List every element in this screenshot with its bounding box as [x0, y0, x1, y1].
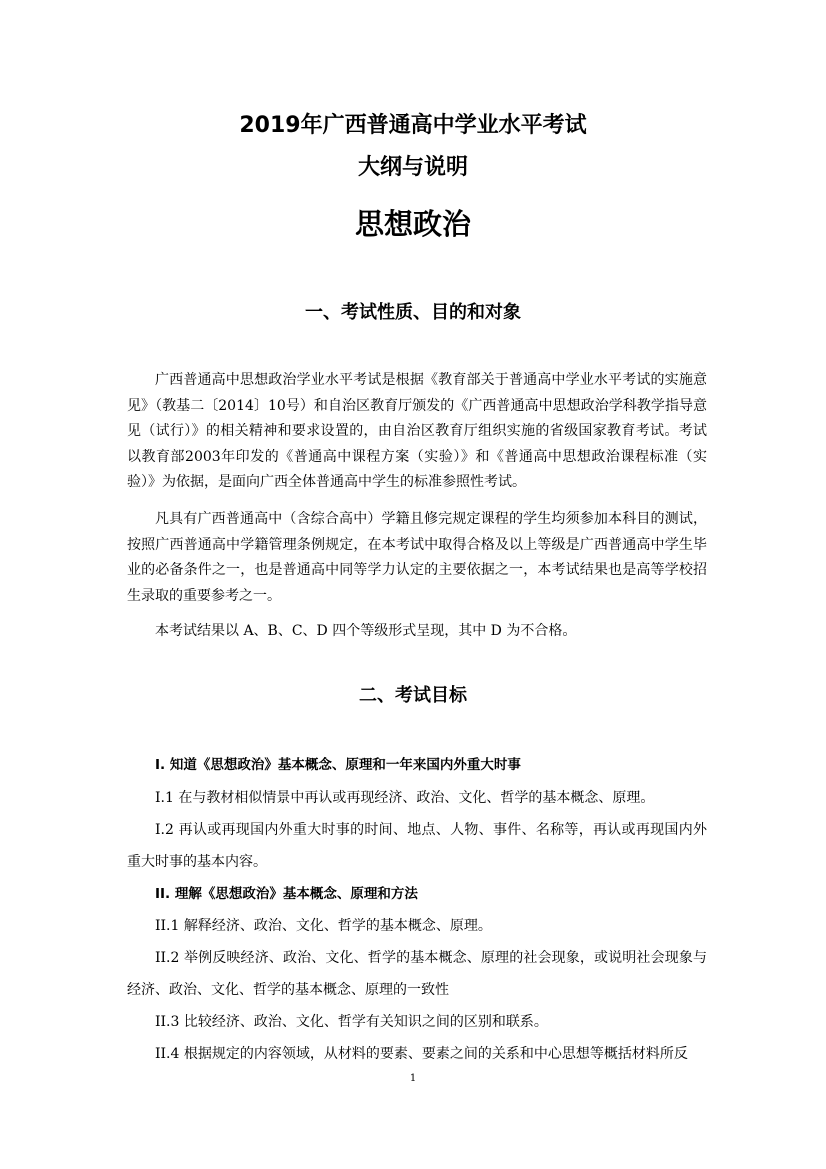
goal-heading-know: I. 知道《思想政治》基本概念、原理和一年来国内外重大时事: [155, 757, 521, 773]
goal-item: II.4 根据规定的内容领域，从材料的要素、要素之间的关系和中心思想等概括材料所反: [155, 1046, 688, 1062]
goal-item: I.2 再认或再现国内外重大时事的时间、地点、人物、事件、名称等，再认或再现国内外重大时事的基本内容。: [127, 822, 707, 870]
paragraph: 本考试结果以 A、B、C、D 四个等级形式呈现，其中 D 为不合格。: [155, 623, 577, 639]
page-number: 1: [409, 1073, 417, 1084]
paragraph: 广西普通高中思想政治学业水平考试是根据《教育部关于普通高中学业水平考试的实施意见》（教基二〔2014〕10号）和自治区教育厅颁发的《广西普通高中思想政治学科教学指导意见（试行）》的相关精神和要求设置的，由自治区教育厅组织实施的省级国家教育考试。考试以教育部2003年印发的《普通高中课程方案（实验）》和《普通高中思想政治课程标准（实验）》为依据，是面向广西全体普通高中学生的标准参照性考试。: [127, 372, 707, 490]
subject-title: 思想政治: [354, 207, 471, 241]
goal-item: II.1 解释经济、政治、文化、哲学的基本概念、原理。: [155, 918, 492, 934]
goal-item: II.3 比较经济、政治、文化、哲学有关知识之间的区别和联系。: [155, 1014, 548, 1030]
goal-item: I.1 在与教材相似情景中再认或再现经济、政治、文化、哲学的基本概念、原理。: [155, 790, 655, 806]
section-heading-nature: 一、考试性质、目的和对象: [305, 302, 521, 323]
section-heading-goals: 二、考试目标: [359, 685, 467, 706]
paragraph: 凡具有广西普通高中（含综合高中）学籍且修完规定课程的学生均须参加本科目的测试，按照广西普通高中学籍管理条例规定，在本考试中取得合格及以上等级是广西普通高中学生毕业的必备条件之一，也是普通高中同等学力认定的主要依据之一，本考试结果也是高等学校招生录取的重要参考之一。: [127, 511, 707, 604]
document-title: 2019年广西普通高中学业水平考试: [239, 113, 587, 138]
goal-item: II.2 举例反映经济、政治、文化、哲学的基本概念、原理的社会现象，或说明社会现象与经济、政治、文化、哲学的基本概念、原理的一致性: [127, 950, 707, 998]
goal-heading-understand: II. 理解《思想政治》基本概念、原理和方法: [155, 886, 418, 902]
document-subtitle: 大纲与说明: [357, 155, 468, 180]
